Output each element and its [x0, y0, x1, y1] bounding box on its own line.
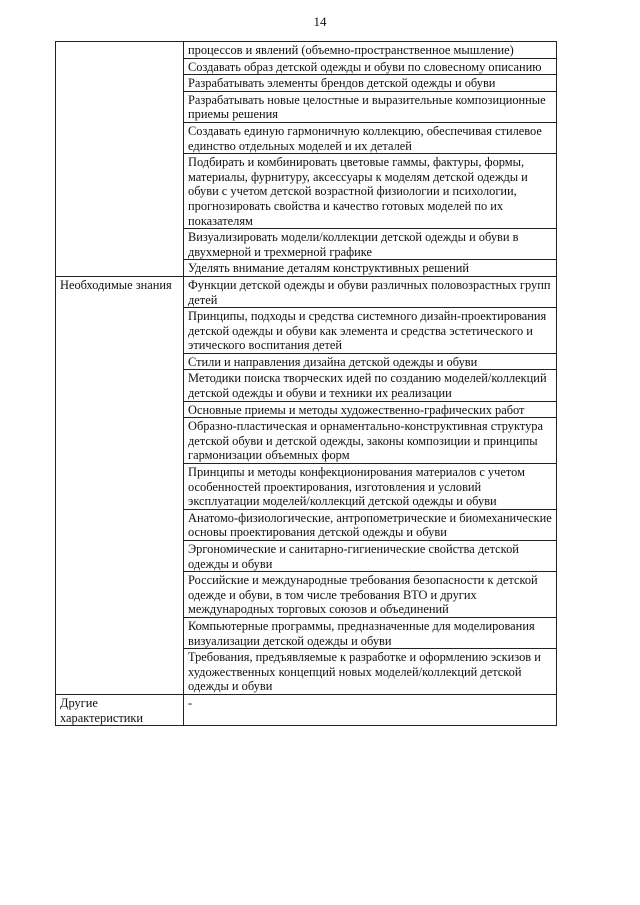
requirement-text: Компьютерные программы, предназначенные для моделирования визуализации детской одежды и обуви [188, 618, 535, 648]
requirement-text: Принципы и методы конфекционирования материалов с учетом особенностей проектирования, изготовления и условий эксплуатации моделей/коллекций детской одежды и обуви [188, 465, 525, 509]
requirement-cell [184, 694, 557, 725]
requirement-text: Методики поиска творческих идей по созданию моделей/коллекций детской одежды и обуви и техники их реализации [188, 371, 547, 401]
requirement-text: Анатомо-физиологические, антропометрические и биомеханические основы проектирования детской одежды и обуви [188, 510, 552, 540]
requirement-cell [184, 308, 557, 354]
requirement-cell [184, 541, 557, 572]
table-body [56, 42, 557, 726]
requirement-cell [184, 229, 557, 260]
section-label: Необходимые знания [56, 276, 184, 694]
requirement-cell [184, 260, 557, 277]
requirement-cell [184, 154, 557, 229]
page-number: 14 [313, 14, 327, 29]
requirement-text: Принципы, подходы и средства системного дизайн-проектирования детской одежды и обуви как элемента и средства эстетического и этического воспитания детей [188, 309, 547, 353]
requirement-text: Визуализировать модели/коллекции детской одежды и обуви в двухмерной и трехмерной графике [188, 230, 519, 259]
requirement-text: Создавать образ детской одежды и обуви по словесному описанию [188, 59, 542, 74]
requirement-text: Стили и направления дизайна детской одежды и обуви [188, 354, 478, 369]
requirement-text: Разрабатывать новые целостные и выразительные композиционные приемы решения [188, 92, 546, 122]
requirement-cell [184, 572, 557, 618]
requirement-cell [184, 353, 557, 370]
requirement-cell [184, 617, 557, 648]
requirement-text: Требования, предъявляемые к разработке и оформлению эскизов и художественных концепций новых моделей/коллекций детской одежды и обуви [188, 650, 541, 694]
requirement-text: Эргономические и санитарно-гигиенические свойства детской одежды и обуви [188, 542, 519, 571]
requirement-text: Уделять внимание деталям конструктивных решений [188, 261, 470, 276]
requirement-cell [184, 401, 557, 418]
requirement-text: Основные приемы и методы художественно-графических работ [188, 402, 525, 417]
requirement-text: Российские и международные требования безопасности к детской одежде и обуви, в том числе требования ВТО и других международных торговых союзов и объединений [188, 573, 538, 617]
requirement-cell [184, 75, 557, 92]
requirement-cell [184, 122, 557, 153]
section-label [56, 42, 184, 277]
requirement-cell [184, 276, 557, 307]
requirement-cell [184, 418, 557, 464]
table-row [56, 42, 557, 59]
requirement-text: Создавать единую гармоничную коллекцию, обеспечивая стилевое единство отдельных моделей и их деталей [188, 123, 542, 153]
requirement-text: Подбирать и комбинировать цветовые гаммы, фактуры, формы, материалы, фурнитуру, аксессуары к моделям детской одежды и обуви с учетом детской возрастной физиологии и психологии, прогнозировать свойства и качество готовых моделей по их показателям [188, 155, 528, 228]
requirement-cell [184, 58, 557, 75]
qualification-table [55, 41, 557, 726]
requirement-text: Разрабатывать элементы брендов детской одежды и обуви [188, 76, 496, 91]
requirement-text: Образно-пластическая и орнаментально-конструктивная структура детской обуви и детской одежды, законы композиции и принципы гармонизации объемных форм [188, 419, 543, 463]
requirement-text: процессов и явлений (объемно-пространственное мышление) [188, 43, 514, 57]
table-row [56, 694, 557, 725]
requirement-text: - [188, 695, 193, 710]
requirement-text: Функции детской одежды и обуви различных половозрастных групп детей [188, 277, 551, 307]
requirement-cell [184, 464, 557, 510]
requirement-cell [184, 509, 557, 540]
table-row [56, 276, 557, 307]
requirement-cell [184, 649, 557, 695]
requirement-cell [184, 370, 557, 401]
section-label: Другие характеристики [56, 694, 184, 725]
requirement-cell [184, 91, 557, 122]
requirement-cell [184, 42, 557, 59]
